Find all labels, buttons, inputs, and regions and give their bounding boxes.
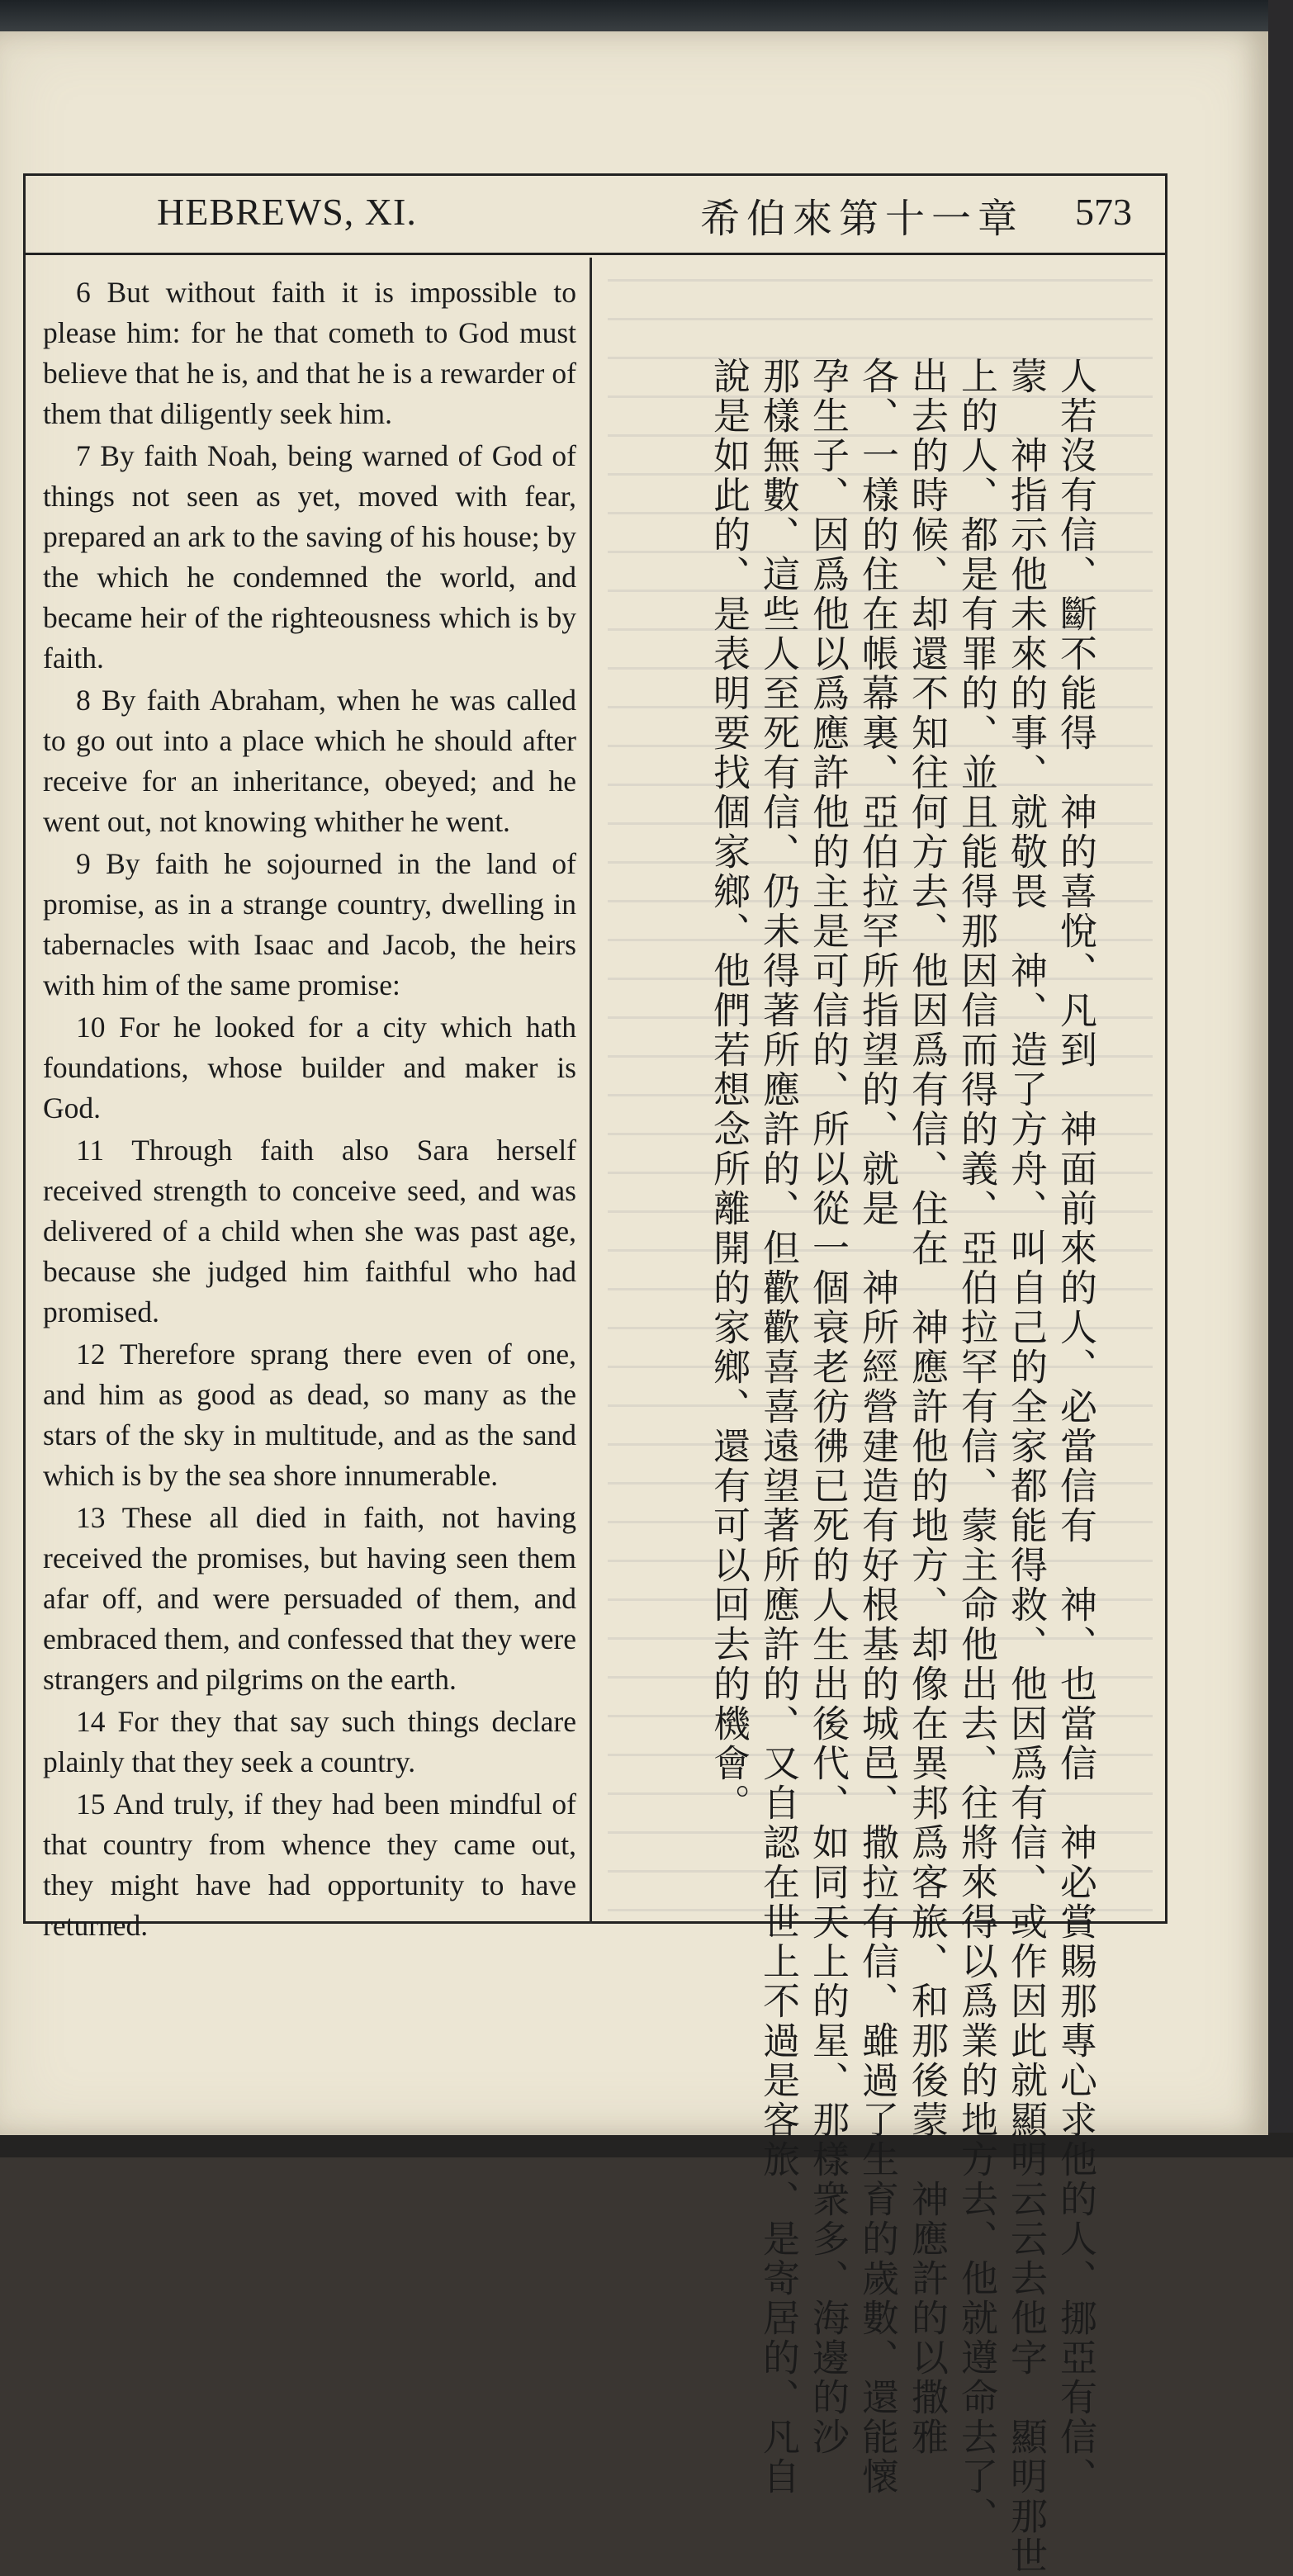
verse-14: 14 For they that say such things declare plainly that they seek a country. xyxy=(43,1702,576,1783)
verse-9: 9 By faith he sojourned in the land of promise, as in a strange country, dwelling in tabernacles with Isaac and Jacob, the heirs with him of the same promise: xyxy=(43,844,576,1006)
chinese-line-3: 上的人、都是有罪的、並且能得那因信而得的義、亞伯拉罕有信、蒙主命他出去、往將來得以爲業的地方去、他就遵命去了、 xyxy=(951,357,1001,2536)
page-number: 573 xyxy=(1075,190,1132,234)
chinese-text-block xyxy=(654,271,1149,1906)
chinese-line-1: 人若沒有信、斷不能得 神的喜悅、凡到 神面前來的人、必當信有 神、也當信 神必賞賜那專心求他的人、挪亞有信、 xyxy=(1050,357,1100,2497)
chinese-line-5: 各、一樣的住在帳幕裏、亞伯拉罕所指望的、就是 神所經營建造有好根基的城邑、撒拉有信、雖過了生育的歲數、還能懷 xyxy=(852,357,902,2497)
verse-11: 11 Through faith also Sara herself received strength to conceive seed, and was delivered of a child when she was past age, because she judged him faithful who had promised. xyxy=(43,1130,576,1333)
book-page xyxy=(0,31,1268,2135)
book-cover-right-edge xyxy=(1268,0,1293,2157)
chinese-line-8: 說是如此的、是表明要找個家鄉、他們若想念所離開的家鄉、還有可以回去的機會。 xyxy=(703,357,753,1823)
verse-6: 6 But without faith it is impossible to please him: for he that cometh to God must believe that he is, and that he is a rewarder of them that diligently seek him. xyxy=(43,272,576,434)
header-rule xyxy=(23,253,1167,255)
verse-15: 15 And truly, if they had been mindful of that country from whence they came out, they might have had opportunity to have returned. xyxy=(43,1784,576,1946)
header-book-chapter-zh: 希伯來第十一章 xyxy=(700,187,1024,244)
verse-12: 12 Therefore sprang there even of one, and him as good as dead, so many as the stars of the sky in multitude, and as the sand which is by the sea shore innumerable. xyxy=(43,1334,576,1496)
chinese-line-6: 孕生子、因爲他以爲應許他的主是可信的、所以從一個衰老彷彿已死的人生出後代、如同天上的星、那樣衆多、海邊的沙 xyxy=(803,357,852,2457)
header-book-chapter-en: HEBREWS, XI. xyxy=(157,190,417,234)
column-divider xyxy=(590,258,592,1924)
verse-13: 13 These all died in faith, not having received the promises, but having seen them afar off, and were persuaded of them, and embraced them, and confessed that they were strangers and pilgrims on the earth. xyxy=(43,1498,576,1700)
english-column xyxy=(43,272,576,1948)
chinese-line-7: 那樣無數、這些人至死有信、仍未得著所應許的、但歡歡喜喜遠望著所應許的、又自認在世上不過是客旅、是寄居的、凡自 xyxy=(753,357,803,2497)
verse-10: 10 For he looked for a city which hath foundations, whose builder and maker is God. xyxy=(43,1007,576,1129)
book-cover-top-edge xyxy=(0,0,1293,33)
chinese-column xyxy=(603,271,1158,1914)
chinese-line-2: 蒙 神指示他未來的事、就敬畏 神、造了方舟、叫自己的全家都能得救、他因爲有信、或作因此就顯明云云去他字 顯明那世 xyxy=(1001,357,1050,2576)
verse-8: 8 By faith Abraham, when he was called to go out into a place which he should after receive for an inheritance, obeyed; and he went out, not knowing whither he went. xyxy=(43,680,576,842)
chinese-line-4: 出去的時候、却還不知往何方去、他因爲有信、住在 神應許他的地方、却像在異邦爲客旅、和那後蒙 神應許的以撒雅 xyxy=(902,357,951,2457)
verse-7: 7 By faith Noah, being warned of God of things not seen as yet, moved with fear, prepared an ark to the saving of his house; by the which he condemned the world, and became heir of the righteousness which is by faith. xyxy=(43,436,576,679)
